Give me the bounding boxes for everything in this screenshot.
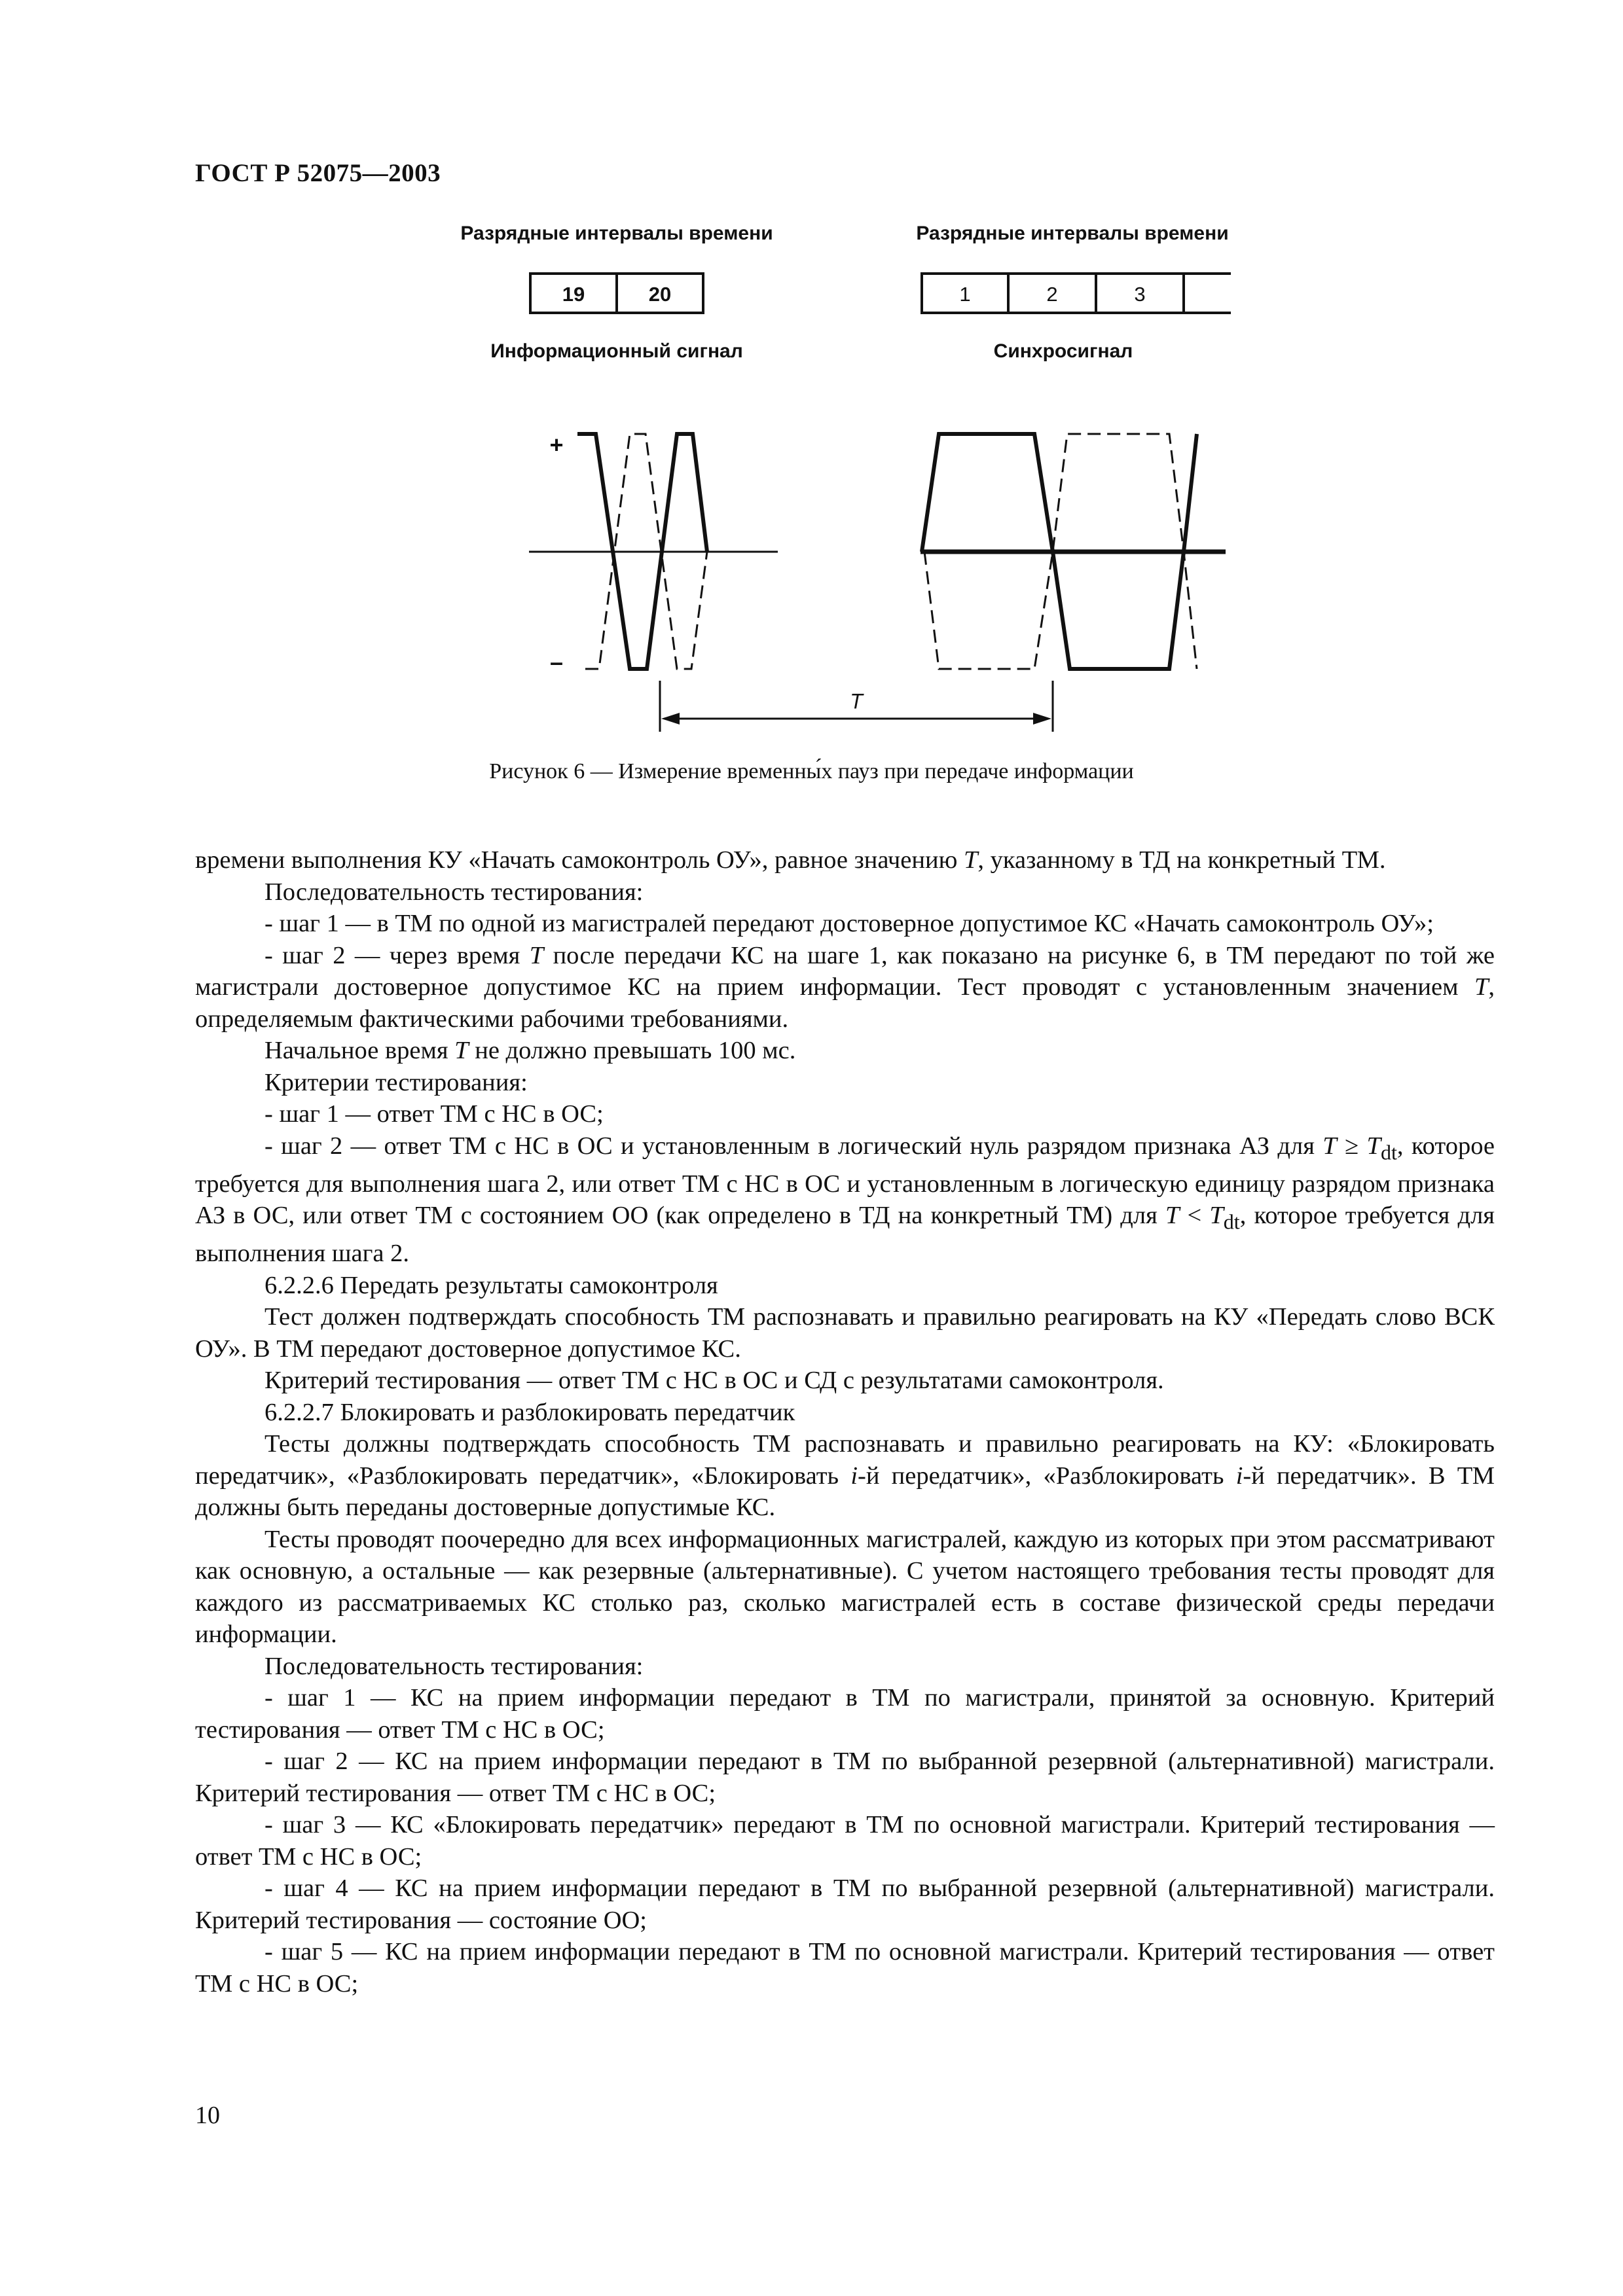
body-paragraph: Последовательность тестирования: (264, 1652, 644, 1680)
minus-sign: – (549, 649, 564, 675)
body-paragraph: - шаг 4 — КС на прием информации передают в ТМ по выбранной резервной (альтернативной) магистрали. Критерий тестирования — состояние ОО; (195, 1874, 1495, 1934)
body-paragraph: Начальное время T не должно превышать 100 мс. (264, 1037, 796, 1064)
body-paragraph: - шаг 2 — через время T после передачи КС на шаге 1, как показано на рисунке 6, в ТМ передают по той же магистрали достоверное допустимое КС на прием информации. Тест проводят с установленным значением T, определяемым фактическими рабочими требованиями. (195, 941, 1495, 1033)
bit-cell-3: 3 (1134, 283, 1146, 306)
bit-interval-boxes-left (530, 274, 703, 313)
body-paragraph: 6.2.2.7 Блокировать и разблокировать передатчик (264, 1398, 795, 1426)
figure-caption: Рисунок 6 — Измерение временны́х пауз при передаче информации (489, 759, 1134, 783)
body-paragraph: Тесты проводят поочередно для всех информационных магистралей, каждую из которых при этом рассматривают как основную, а остальные — как резервные (альтернативные). С учетом настоящего требования тесты проводят для каждого из рассматриваемых КС столько раз, сколько магистралей есть в составе физической среды передачи информации. (195, 1525, 1495, 1649)
body-paragraph: - шаг 5 — КС на прием информации передают в ТМ по основной магистрали. Критерий тестирования — ответ ТМ с НС в ОС; (195, 1938, 1495, 1998)
left-bit-intervals-header: Разрядные интервалы времени (460, 223, 773, 244)
body-paragraph: - шаг 2 — КС на прием информации передают в ТМ по выбранной резервной (альтернативной) магистрали. Критерий тестирования — ответ ТМ с НС в ОС; (195, 1748, 1495, 1807)
body-paragraph: - шаг 1 — в ТМ по одной из магистралей передают достоверное допустимое КС «Начать самоконтроль ОУ»; (264, 910, 1434, 937)
info-signal-label: Информационный сигнал (490, 340, 743, 362)
bit-cell-1: 1 (959, 283, 971, 306)
plus-sign: + (549, 431, 564, 458)
body-paragraph: - шаг 1 — ответ ТМ с НС в ОС; (264, 1100, 604, 1128)
bit-cell-2: 2 (1046, 283, 1058, 306)
right-bit-intervals-header: Разрядные интервалы времени (916, 223, 1229, 244)
body-paragraph: Критерии тестирования: (264, 1068, 528, 1096)
figure-6 (0, 0, 1623, 818)
body-paragraph: 6.2.2.6 Передать результаты самоконтроля (264, 1271, 718, 1299)
body-paragraph: Последовательность тестирования: (264, 878, 644, 906)
body-paragraph: времени выполнения КУ «Начать самоконтроль ОУ», равное значению T, указанному в ТД на конкретный ТМ. (195, 846, 1386, 874)
interval-t-label: T (850, 689, 863, 713)
sync-signal-label: Синхросигнал (993, 340, 1133, 362)
waveform-diagram (0, 0, 1623, 818)
body-text (195, 844, 1495, 2000)
body-paragraph: Тесты должны подтверждать способность ТМ распознавать и правильно реагировать на КУ: «Блокировать передатчик», «Разблокировать передатчик», «Блокировать i-й передатчик», «Разблокировать i-й передатчик». В ТМ должны быть переданы достоверные допустимые КС. (195, 1430, 1495, 1522)
page-number: 10 (195, 2102, 220, 2129)
standard-header: ГОСТ Р 52075—2003 (195, 159, 441, 187)
body-paragraph: Критерий тестирования — ответ ТМ с НС в ОС и СД с результатами самоконтроля. (264, 1367, 1164, 1395)
body-paragraph: - шаг 1 — КС на прием информации передают в ТМ по магистрали, принятой за основную. Критерий тестирования — ответ ТМ с НС в ОС; (195, 1684, 1495, 1744)
body-paragraph: Тест должен подтверждать способность ТМ распознавать и правильно реагировать на КУ «Передать слово ВСК ОУ». В ТМ передают достоверное допустимое КС. (195, 1303, 1495, 1363)
bit-cell-19: 19 (562, 283, 585, 306)
body-paragraph: - шаг 2 — ответ ТМ с НС в ОС и установленным в логический нуль разрядом признака АЗ для $T \ge T_{dt}$, которое требуется для выполнения шага 2, или ответ ТМ с НС в ОС и установленным в логическую единицу разрядом признака АЗ в ОС, или ответ ТМ с состоянием ОО (как определено в ТД на конкретный ТМ) для $T < T_{dt}$, которое требуется для выполнения шага 2. (195, 1132, 1495, 1268)
body-paragraph: - шаг 3 — КС «Блокировать передатчик» передают в ТМ по основной магистрали. Критерий тестирования — ответ ТМ с НС в ОС; (195, 1811, 1495, 1871)
bit-cell-20: 20 (648, 283, 672, 306)
